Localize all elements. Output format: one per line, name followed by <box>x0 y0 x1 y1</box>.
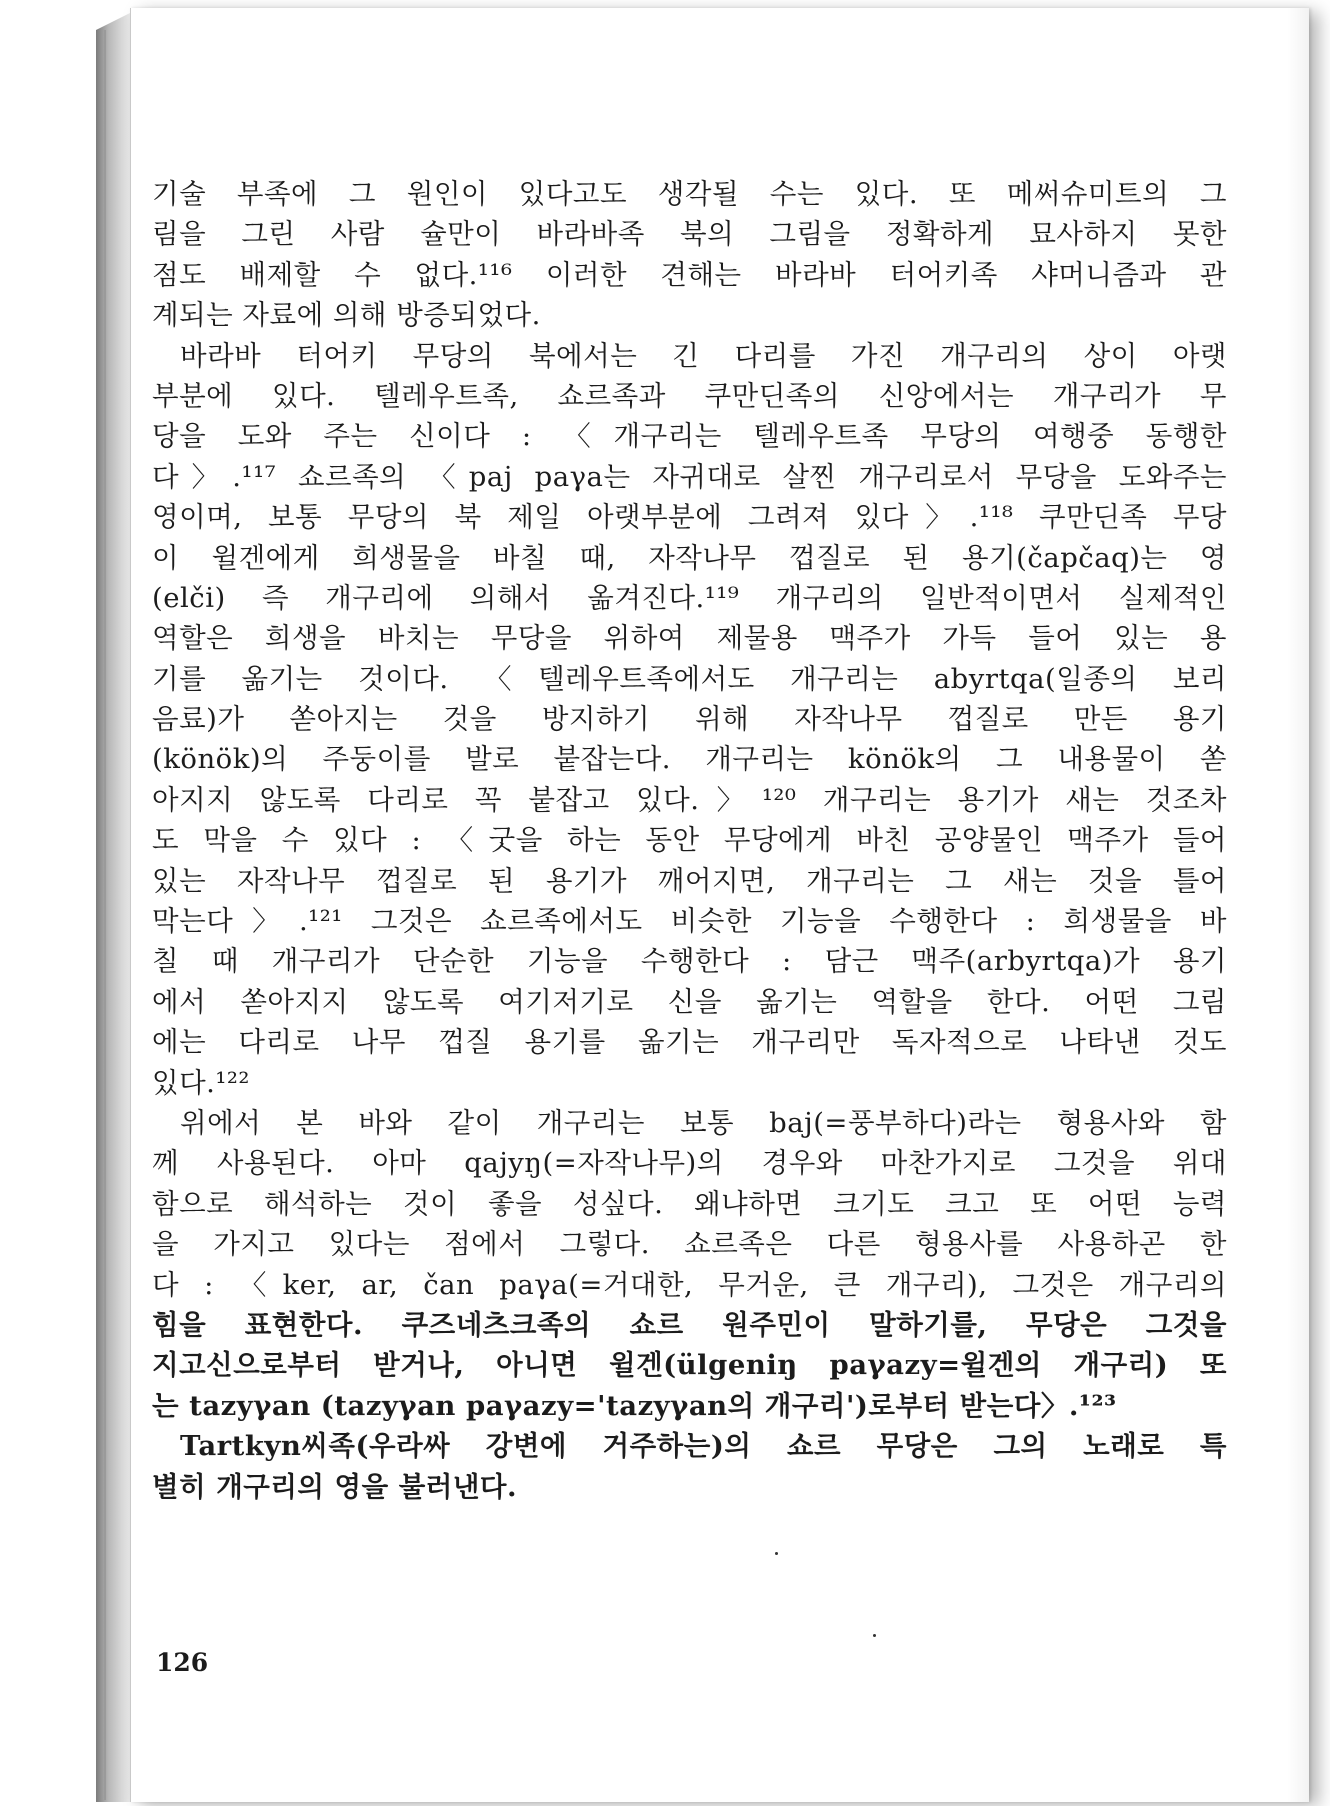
text-line: 에는 다리로 나무 껍질 용기를 옮기는 개구리만 독자적으로 나타낸 것도 <box>152 1026 1227 1059</box>
body-text <box>152 174 1227 1507</box>
text-line: (elči) 즉 개구리에 의해서 옮겨진다.¹¹⁹ 개구리의 일반적이면서 실제적인 <box>152 581 1227 614</box>
speck-mark <box>873 1634 876 1637</box>
text-line: 막는다〉.¹²¹ 그것은 쇼르족에서도 비슷한 기능을 수행한다 : 희생물을 바 <box>152 905 1227 938</box>
text-line: 함으로 해석하는 것이 좋을 성싶다. 왜냐하면 크기도 크고 또 어떤 능력 <box>152 1187 1227 1220</box>
page-number: 126 <box>156 1648 209 1677</box>
text-line: 께 사용된다. 아마 qajyŋ(=자작나무)의 경우와 마찬가지로 그것을 위대 <box>152 1147 1227 1180</box>
page-shade <box>1287 8 1309 1802</box>
text-line: Tartkyn씨족(우라싸 강변에 거주하는)의 쇼르 무당은 그의 노래로 특 <box>180 1430 1227 1463</box>
text-line: 칠 때 개구리가 단순한 기능을 수행한다 : 담근 맥주(arbyrtqa)가 용기 <box>152 945 1227 978</box>
text-line: 별히 개구리의 영을 불러낸다. <box>152 1470 518 1503</box>
book-edge-line <box>104 30 106 1800</box>
text-line: 당을 도와 주는 신이다 : 〈개구리는 텔레우트족 무당의 여행중 동행한 <box>152 420 1227 453</box>
text-line: 을 가지고 있다는 점에서 그렇다. 쇼르족은 다른 형용사를 사용하곤 한 <box>152 1228 1227 1261</box>
text-line: 에서 쏟아지지 않도록 여기저기로 신을 옮기는 역할을 한다. 어떤 그림 <box>152 985 1227 1018</box>
text-line: 있는 자작나무 껍질로 된 용기가 깨어지면, 개구리는 그 새는 것을 틀어 <box>152 864 1227 897</box>
text-line: 기를 옮기는 것이다. 〈텔레우트족에서도 개구리는 abyrtqa(일종의 보리 <box>152 662 1227 695</box>
text-line: 이 윌겐에게 희생물을 바칠 때, 자작나무 껍질로 된 용기(čapčaq)는 영 <box>152 541 1227 574</box>
book-spine-edge <box>96 12 132 1802</box>
text-line: 다 : 〈ker, ar, čan paγa(=거대한, 무거운, 큰 개구리), 그것은 개구리의 <box>152 1268 1227 1301</box>
text-line: 지고신으로부터 받거나, 아니면 윌겐(ülgeniŋ paγazy=윌겐의 개구리) 또 <box>152 1349 1227 1382</box>
text-line: 영이며, 보통 무당의 북 제일 아랫부분에 그려져 있다〉.¹¹⁸ 쿠만딘족 무당 <box>152 501 1227 534</box>
text-line: 위에서 본 바와 같이 개구리는 보통 baj(=풍부하다)라는 형용사와 함 <box>180 1106 1227 1139</box>
text-line: (könök)의 주둥이를 발로 붙잡는다. 개구리는 könök의 그 내용물이 쏟 <box>152 743 1227 776</box>
text-line: 다〉.¹¹⁷ 쇼르족의 〈paj paγa는 자귀대로 살찐 개구리로서 무당을 도와주는 <box>152 460 1227 493</box>
text-line: 아지지 않도록 다리로 꼭 붙잡고 있다.〉¹²⁰ 개구리는 용기가 새는 것조차 <box>152 783 1227 816</box>
text-line: 음료)가 쏟아지는 것을 방지하기 위해 자작나무 껍질로 만든 용기 <box>152 703 1227 736</box>
text-line: 부분에 있다. 텔레우트족, 쇼르족과 쿠만딘족의 신앙에서는 개구리가 무 <box>152 379 1227 412</box>
text-line: 있다.¹²² <box>152 1066 250 1099</box>
text-line: 힘을 표현한다. 쿠즈네츠크족의 쇼르 원주민이 말하기를, 무당은 그것을 <box>152 1308 1227 1341</box>
text-line: 기술 부족에 그 원인이 있다고도 생각될 수는 있다. 또 메써슈미트의 그 <box>152 178 1227 210</box>
text-line: 점도 배제할 수 없다.¹¹⁶ 이러한 견해는 바라바 터어키족 샤머니즘과 관 <box>152 258 1227 291</box>
text-line: 바라바 터어키 무당의 북에서는 긴 다리를 가진 개구리의 상이 아랫 <box>180 339 1227 372</box>
text-line: 계되는 자료에 의해 방증되었다. <box>152 299 541 332</box>
text-line: 역할은 희생을 바치는 무당을 위하여 제물용 맥주가 가득 들어 있는 용 <box>152 622 1227 655</box>
speck-mark <box>775 1552 778 1555</box>
text-line: 림을 그린 사람 슐만이 바라바족 북의 그림을 정확하게 묘사하지 못한 <box>152 218 1227 251</box>
text-line: 는 tazyγan (tazyγan paγazy='tazyγan의 개구리')로부터 받는다〉.¹²³ <box>152 1389 1117 1422</box>
text-line: 도 막을 수 있다 : 〈굿을 하는 동안 무당에게 바친 공양물인 맥주가 들어 <box>152 824 1227 857</box>
